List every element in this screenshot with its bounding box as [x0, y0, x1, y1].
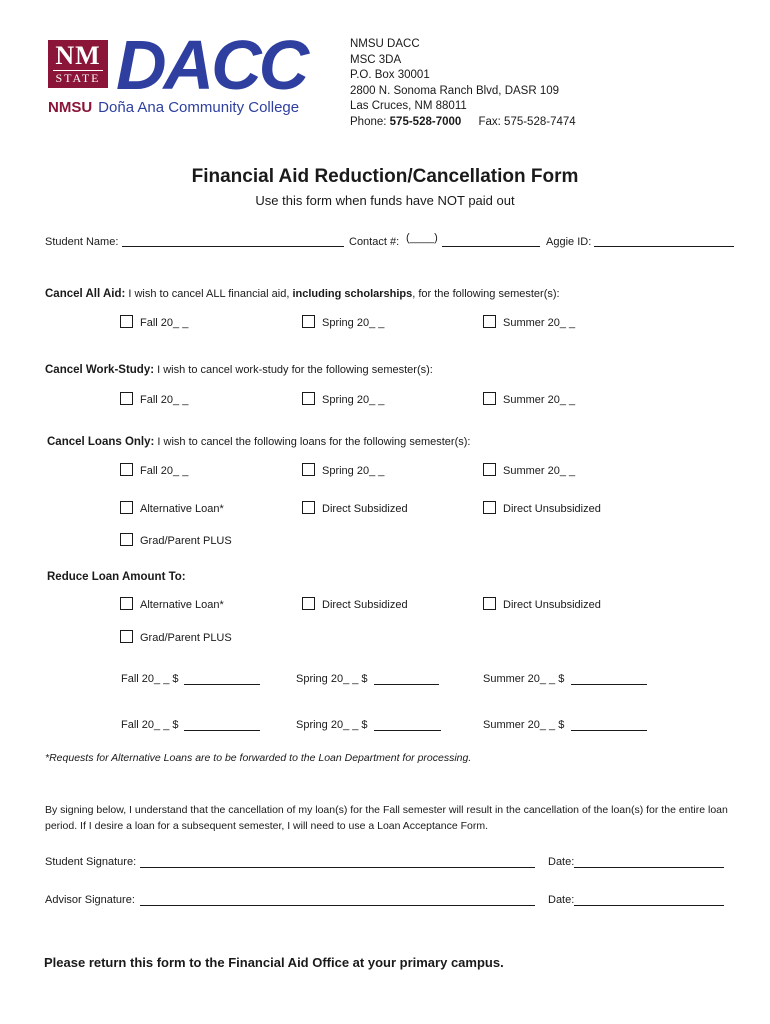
fall-amount-field-2[interactable] — [184, 718, 260, 731]
spring-amount-field-2[interactable] — [374, 718, 441, 731]
checkbox[interactable] — [302, 597, 315, 610]
checkbox[interactable] — [120, 315, 133, 328]
cancel-direct-unsub-option[interactable] — [483, 501, 601, 515]
logo-nmsu-text: NMSU — [48, 99, 93, 116]
summer-amount-label: Summer 20_ _ $ — [483, 673, 565, 685]
address-line-4: 2800 N. Sonoma Ranch Blvd, DASR 109 — [350, 84, 560, 97]
address-phone-row — [350, 115, 576, 131]
advisor-date-field[interactable] — [574, 893, 724, 906]
checkbox[interactable] — [483, 315, 496, 328]
checkbox[interactable] — [302, 463, 315, 476]
checkbox[interactable] — [302, 501, 315, 514]
acknowledgement-paragraph: By signing below, I understand that the cancellation of my loan(s) for the Fall semester will result in the cancellation of the loan(s) for the entire loan period. If I desire a loan for a subsequent semester, I will need to use a Loan Acceptance Form. — [45, 804, 728, 832]
reduce-direct-sub-option[interactable] — [302, 597, 408, 611]
checkbox[interactable] — [120, 597, 133, 610]
cancel-grad-plus-option[interactable] — [120, 533, 232, 547]
checkbox[interactable] — [302, 315, 315, 328]
logo-college-text: Doña Ana Community College — [98, 99, 300, 116]
cancel-loans-heading: Cancel Loans Only: — [47, 436, 155, 448]
fall-amount-label-2: Fall 20_ _ $ — [121, 719, 179, 731]
phone-label: Phone: — [350, 115, 387, 128]
cancel-loans-fall-option[interactable] — [120, 463, 188, 477]
aggie-id-field[interactable] — [594, 234, 734, 247]
phone-number: 575-528-7000 — [389, 115, 462, 128]
logo-nm-text: NM — [55, 41, 101, 70]
logo-state-text: STATE — [53, 70, 103, 85]
cancel-all-text-a: I wish to cancel ALL financial aid, — [125, 288, 293, 300]
option-label: Alternative Loan* — [140, 503, 224, 515]
form-subtitle: Use this form when funds have NOT paid out — [255, 193, 515, 208]
alternative-loan-note: *Requests for Alternative Loans are to be forwarded to the Loan Department for processing. — [45, 752, 472, 764]
address-block — [350, 37, 576, 130]
contact-area-code[interactable]: (____) — [406, 232, 438, 244]
spring-amount-label-2: Spring 20_ _ $ — [296, 719, 368, 731]
dacc-logo: DACC — [116, 26, 307, 104]
option-label: Spring 20_ _ — [322, 394, 385, 406]
cancel-all-aid-section — [45, 288, 560, 300]
checkbox[interactable] — [483, 463, 496, 476]
address-line-1: NMSU DACC — [350, 38, 420, 50]
reduce-loan-section — [47, 571, 186, 583]
form-title: Financial Aid Reduction/Cancellation Form — [191, 166, 579, 187]
option-label: Summer 20_ _ — [503, 465, 576, 477]
checkbox[interactable] — [483, 501, 496, 514]
option-label: Direct Unsubsidized — [503, 599, 601, 611]
cancel-loans-summer-option[interactable] — [483, 463, 575, 477]
cancel-ws-summer-option[interactable] — [483, 392, 575, 406]
summer-amount-label-2: Summer 20_ _ $ — [483, 719, 565, 731]
student-name-label: Student Name: — [45, 236, 119, 248]
address-line-3: P.O. Box 30001 — [350, 69, 430, 81]
fall-amount-field[interactable] — [184, 672, 260, 685]
option-label: Spring 20_ _ — [322, 465, 385, 477]
cancel-alt-loan-option[interactable] — [120, 501, 224, 515]
reduce-loan-heading: Reduce Loan Amount To: — [47, 571, 186, 583]
option-label: Spring 20_ _ — [322, 317, 385, 329]
option-label: Summer 20_ _ — [503, 394, 576, 406]
cancel-work-study-section — [45, 364, 433, 376]
cancel-loans-section — [47, 436, 470, 448]
summer-amount-field-2[interactable] — [571, 718, 647, 731]
student-signature-field[interactable] — [140, 855, 535, 868]
student-date-field[interactable] — [574, 855, 724, 868]
cancel-direct-sub-option[interactable] — [302, 501, 408, 515]
fall-amount-label: Fall 20_ _ $ — [121, 673, 179, 685]
option-label: Fall 20_ _ — [140, 465, 189, 477]
option-label: Direct Unsubsidized — [503, 503, 601, 515]
address-line-5: Las Cruces, NM 88011 — [350, 100, 467, 112]
advisor-date-label: Date: — [548, 894, 575, 906]
cancel-loans-spring-option[interactable] — [302, 463, 384, 477]
spring-amount-field[interactable] — [374, 672, 439, 685]
cancel-loans-text: I wish to cancel the following loans for the following semester(s): — [154, 436, 471, 448]
cancel-all-text-c: , for the following semester(s): — [412, 288, 560, 300]
contact-number-field[interactable] — [442, 234, 540, 247]
cancel-all-fall-option[interactable] — [120, 315, 188, 329]
cancel-ws-fall-option[interactable] — [120, 392, 188, 406]
reduce-alt-loan-option[interactable] — [120, 597, 224, 611]
option-label: Summer 20_ _ — [503, 317, 576, 329]
spring-amount-label: Spring 20_ _ $ — [296, 673, 368, 685]
option-label: Alternative Loan* — [140, 599, 224, 611]
nm-state-logo — [48, 40, 108, 88]
student-date-label: Date: — [548, 856, 575, 868]
student-name-field[interactable] — [122, 234, 344, 247]
advisor-signature-field[interactable] — [140, 893, 535, 906]
checkbox[interactable] — [120, 533, 133, 546]
address-line-2: MSC 3DA — [350, 53, 402, 66]
checkbox[interactable] — [120, 392, 133, 405]
option-label: Grad/Parent PLUS — [140, 632, 232, 644]
contact-label: Contact #: — [349, 236, 400, 248]
cancel-all-spring-option[interactable] — [302, 315, 384, 329]
cancel-all-text-b: including scholarships — [292, 288, 413, 300]
advisor-signature-label: Advisor Signature: — [45, 894, 135, 906]
option-label: Fall 20_ _ — [140, 394, 189, 406]
cancel-all-aid-heading: Cancel All Aid: — [45, 288, 126, 300]
option-label: Direct Subsidized — [322, 503, 408, 515]
reduce-grad-plus-option[interactable] — [120, 630, 232, 644]
cancel-ws-heading: Cancel Work-Study: — [45, 364, 155, 376]
checkbox[interactable] — [483, 597, 496, 610]
return-instructions: Please return this form to the Financial Aid Office at your primary campus. — [44, 955, 504, 970]
checkbox[interactable] — [120, 501, 133, 514]
checkbox[interactable] — [120, 630, 133, 643]
reduce-direct-unsub-option[interactable] — [483, 597, 601, 611]
checkbox[interactable] — [120, 463, 133, 476]
student-signature-label: Student Signature: — [45, 856, 137, 868]
option-label: Fall 20_ _ — [140, 317, 189, 329]
checkbox[interactable] — [483, 392, 496, 405]
summer-amount-field[interactable] — [571, 672, 647, 685]
cancel-all-summer-option[interactable] — [483, 315, 575, 329]
cancel-ws-text: I wish to cancel work-study for the following semester(s): — [154, 364, 433, 376]
cancel-ws-spring-option[interactable] — [302, 392, 384, 406]
option-label: Direct Subsidized — [322, 599, 408, 611]
option-label: Grad/Parent PLUS — [140, 535, 232, 547]
aggie-id-label: Aggie ID: — [546, 236, 592, 248]
college-name — [48, 99, 299, 116]
checkbox[interactable] — [302, 392, 315, 405]
fax-number: Fax: 575-528-7474 — [478, 115, 576, 128]
